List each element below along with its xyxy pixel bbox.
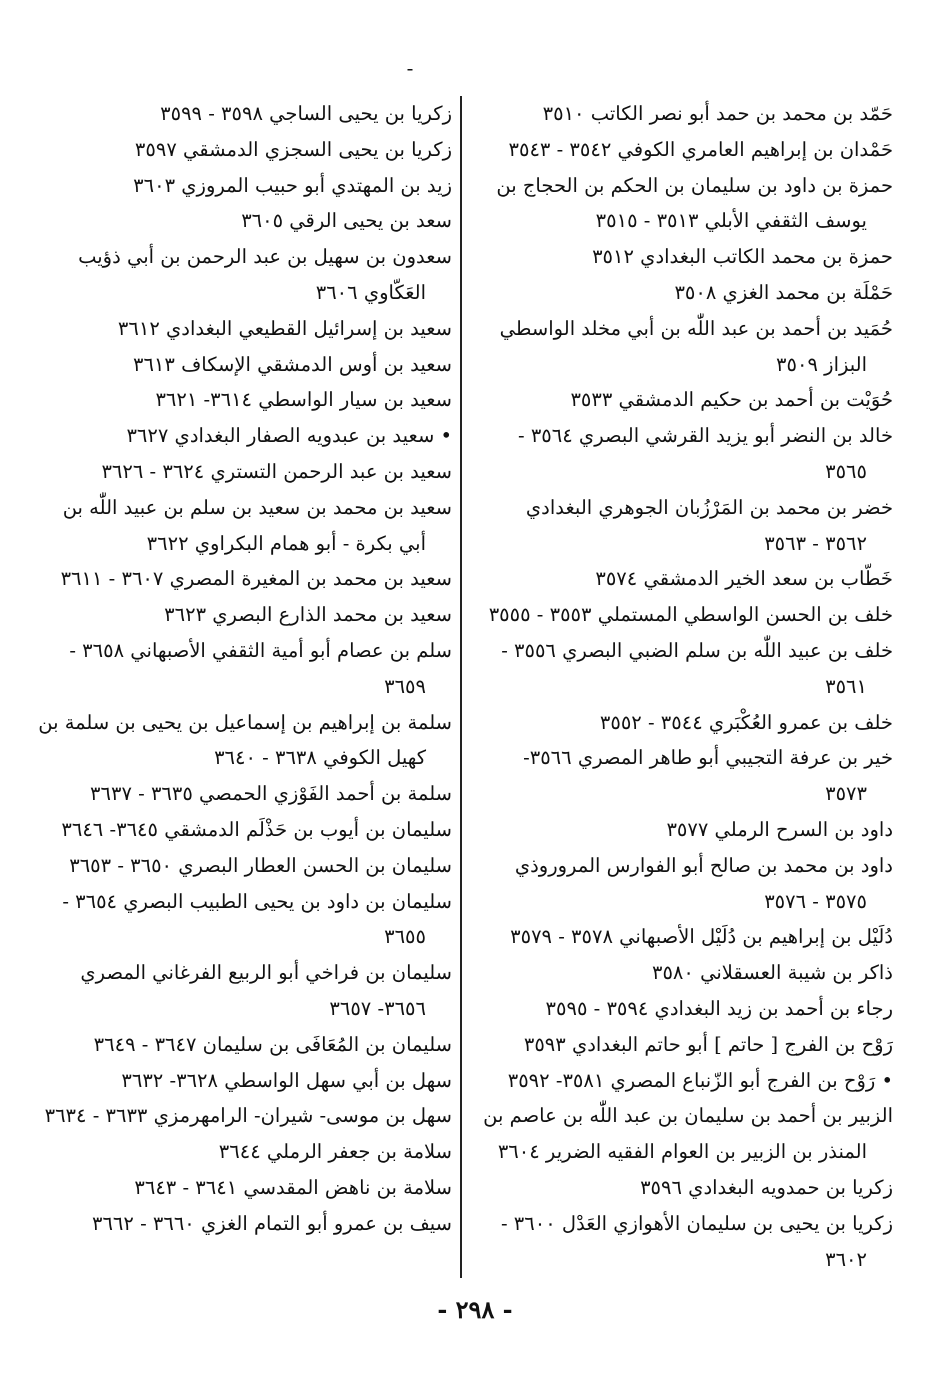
index-entry: حَمْلَة بن محمد الغزي ٣٥٠٨: [674, 280, 893, 304]
index-entry: سليمان بن الحسن العطار البصري ٣٦٥٠ - ٣٦٥٣: [69, 853, 452, 877]
index-entry: سلامة بن جعفر الرملي ٣٦٤٤: [218, 1140, 452, 1164]
index-entry: سلم بن عصام أبو أمية الثقفي الأصبهاني ٣٦٥٨ - ٣٦٥٩: [69, 638, 452, 698]
index-entry: سعيد بن إسرائيل القطيعي البغدادي ٣٦١٢: [117, 316, 452, 340]
index-entry: سليمان بن أيوب بن حَذْلَم الدمشقي ٣٦٤٥- ٣٦٤٦: [61, 817, 452, 841]
index-entry: سعيد بن محمد بن المغيرة المصري ٣٦٠٧ - ٣٦١١: [60, 567, 452, 591]
index-entry: سيف بن عمرو أبو التمام الغزي ٣٦٦٠ - ٣٦٦٢: [91, 1211, 452, 1235]
index-entry: سهل بن أبي سهل الواسطي ٣٦٢٨- ٣٦٣٢: [121, 1068, 452, 1092]
index-entry: سعدون بن سهيل بن عبد الرحمن بن أبي ذؤيب العَكّاوي ٣٦٠٦: [78, 245, 452, 304]
index-entry: حمزة بن محمد الكاتب البغدادي ٣٥١٢: [592, 245, 893, 269]
index-entry: سليمان بن فراخي أبو الربيع الفرغاني المصري ٣٦٥٦- ٣٦٥٧: [80, 961, 452, 1020]
index-entry: سليمان بن داود بن يحيى الطبيب البصري ٣٦٥٤ - ٣٦٥٥: [62, 889, 452, 949]
index-entry: سعيد بن محمد الذارع البصري ٣٦٢٣: [164, 603, 452, 627]
index-entry: سعيد بن أوس الدمشقي الإسكاف ٣٦١٣: [132, 352, 452, 376]
index-entry: سهل بن موسى- شيران- الرامهرمزي ٣٦٣٣ - ٣٦٣٤: [44, 1104, 452, 1128]
index-entry: الزبير بن أحمد بن سليمان بن عبد اللّٰه بن عاصم بن المنذر بن الزبير بن العوام الفقيه الضرير ٣٦٠٤: [483, 1104, 893, 1164]
index-entry: دُلَيْل بن إبراهيم بن دُلَيْل الأصبهاني ٣٥٧٨ - ٣٥٧٩: [510, 925, 893, 949]
index-entry: زكريا بن حمدويه البغدادي ٣٥٩٦: [640, 1175, 893, 1199]
index-entry: سعد بن يحيى الرقي ٣٦٠٥: [241, 209, 452, 233]
index-entry: خالد بن النضر أبو يزيد القرشي البصري ٣٥٦٤ - ٣٥٦٥: [518, 424, 893, 483]
index-entry: رجاء بن أحمد بن زيد البغدادي ٣٥٩٤ - ٣٥٩٥: [545, 996, 893, 1020]
index-entry: سليمان بن المُعَافَى بن سليمان ٣٦٤٧ - ٣٦٤٩: [93, 1032, 452, 1056]
index-entry: خَطّاب بن سعد الخير الدمشقي ٣٥٧٤: [595, 567, 893, 591]
index-entry: داود بن محمد بن صالح أبو الفوارس المروروذي ٣٥٧٥ - ٣٥٧٦: [514, 853, 893, 913]
column-divider: [460, 96, 462, 1278]
index-entry: حُوَيْت بن أحمد بن حكيم الدمشقي ٣٥٣٣: [570, 388, 893, 412]
index-entry: خضر بن محمد بن المَرْزُبان الجوهري البغدادي ٣٥٦٢ - ٣٥٦٣: [525, 495, 893, 555]
index-entry: ذاكر بن شيبة العسقلاني ٣٥٨٠: [651, 961, 893, 985]
index-entry: داود بن السرح الرملي ٣٥٧٧: [666, 817, 893, 841]
index-entry: سعيد بن سيار الواسطي ٣٦١٤- ٣٦٢١: [155, 388, 452, 412]
index-entry: حَمّد بن محمد بن حمد أبو نصر الكاتب ٣٥١٠: [542, 102, 893, 125]
page-number: - ٢٩٨ -: [437, 1295, 513, 1324]
index-entry: حَمْدان بن إبراهيم العامري الكوفي ٣٥٤٢ - ٣٥٤٣: [508, 137, 893, 161]
index-column-right: [478, 96, 893, 1277]
header-mark: -: [406, 56, 414, 80]
index-entry: رَوْح بن الفرج [ حاتم ] أبو حاتم البغدادي ٣٥٩٣: [523, 1032, 893, 1056]
index-entry: • سعيد بن عبدويه الصفار البغدادي ٣٦٢٧: [126, 424, 452, 448]
index-entry: حُمَيد بن أحمد بن عبد اللّٰه بن أبي مخلد الواسطي البزاز ٣٥٠٩: [499, 316, 893, 376]
index-entry: سعيد بن محمد بن سعيد بن سلم بن عبيد اللّٰه بن أبي بكرة - أبو همام البكراوي ٣٦٢٢: [62, 495, 452, 555]
index-entry: • رَوْح بن الفرج أبو الزّنباع المصري ٣٥٨١- ٣٥٩٢: [507, 1068, 893, 1092]
index-entry: سعيد بن عبد الرحمن التستري ٣٦٢٤ - ٣٦٢٦: [101, 459, 452, 483]
index-entry: زكريا بن يحيى بن سليمان الأهوازي العَدْل ٣٦٠٠ - ٣٦٠٢: [501, 1211, 893, 1271]
index-entry: زيد بن المهتدي أبو حبيب المروزي ٣٦٠٣: [133, 173, 452, 197]
index-entry: خلف بن عمرو العُكْبَري ٣٥٤٤ - ٣٥٥٢: [599, 710, 893, 734]
index-entry: سلامة بن ناهض المقدسي ٣٦٤١ - ٣٦٤٣: [134, 1175, 452, 1199]
index-entry: سلمة بن أحمد الفَوْزي الحمصي ٣٦٣٥ - ٣٦٣٧: [90, 782, 452, 806]
index-entry: سلمة بن إبراهيم بن إسماعيل بن يحيى بن سلمة بن كهيل الكوفي ٣٦٣٨ - ٣٦٤٠: [38, 710, 452, 770]
index-column-left: [34, 96, 452, 1242]
index-entry: حمزة بن داود بن سليمان بن الحكم بن الحجاج بن يوسف الثقفي الأبلي ٣٥١٣ - ٣٥١٥: [496, 173, 893, 233]
index-entry: خلف بن عبيد اللّٰه بن سلم الضبي البصري ٣٥٥٦ - ٣٥٦١: [501, 638, 893, 698]
index-entry: زكريا بن يحيى السجزي الدمشقي ٣٥٩٧: [134, 137, 452, 161]
index-entry: زكريا بن يحيى الساجي ٣٥٩٨ - ٣٥٩٩: [160, 102, 452, 125]
index-entry: خير بن عرفة التجيبي أبو طاهر المصري ٣٥٦٦- ٣٥٧٣: [523, 746, 893, 806]
index-entry: خلف بن الحسن الواسطي المستملي ٣٥٥٣ - ٣٥٥٥: [488, 603, 893, 627]
